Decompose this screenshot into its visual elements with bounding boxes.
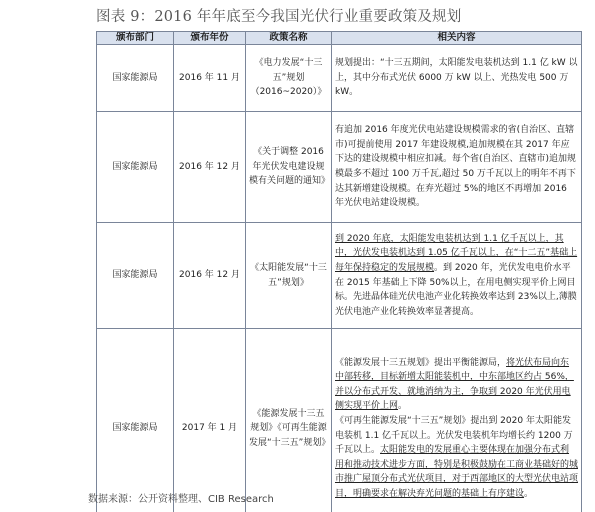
- cell-policy-name: 《太阳能发展“十三五”规划》: [246, 223, 332, 329]
- cell-content: [332, 329, 582, 512]
- content-segment: 有追加 2016 年度光伏电站建设规模需求的省(自治区、直辖市)可提前使用 2017 年建设规模,追加规模在其 2017 年应下达的建设规模中相应扣减。每个省(自治区、直辖市)追加规模最多不超过 100 万千瓦,超过 50 万千瓦以上的明年不再下达其新增建设规模。在弃光超过 5%的地区不再增加 2016 年光伏电站建设规模。: [335, 125, 577, 209]
- cell-dept: 国家能源局: [97, 45, 174, 112]
- header-date: 颁布年份: [174, 32, 246, 45]
- cell-date: 2017 年 1 月: [174, 329, 246, 512]
- table-header-row: [97, 32, 582, 45]
- content-segment: 《可再生能源发展“十三五”规划》提出到 2020 年太阳能发电装机 1.1 亿千瓦以上。光伏发电装机年均增长约 1200 万千瓦以上。: [335, 415, 573, 456]
- cell-policy-name: 《关于调整 2016 年光伏发电建设规模有关问题的通知》: [246, 112, 332, 223]
- content-segment: 《能源发展十三五规划》提出平衡能源局，: [335, 357, 507, 368]
- content-segment-underlined: 将光伏布局向东中部转移，目标新增太阳能装机中，中东部地区约占 56%，并以分布式开发、就地消纳为主，争取到 2020 年光伏用电侧实现平价上网: [335, 357, 574, 412]
- source-note: 数据来源：公开资料整理、CIB Research: [88, 494, 274, 505]
- cell-date: 2016 年 11 月: [174, 45, 246, 112]
- cell-content: [332, 223, 582, 329]
- table-row: [97, 45, 582, 112]
- policy-table: [96, 31, 582, 512]
- header-dept: 颁布部门: [97, 32, 174, 45]
- table-row: [97, 223, 582, 329]
- cell-date: 2016 年 12 月: [174, 112, 246, 223]
- figure-title: 图表 9：2016 年年底至今我国光伏行业重要政策及规划: [96, 9, 462, 25]
- table-row: [97, 112, 582, 223]
- cell-dept: 国家能源局: [97, 223, 174, 329]
- content-segment: 。到 2020 年，光伏发电电价水平在 2015 年基础上下降 50%以上，在用电侧实现平价上网目标。先进晶体硅光伏电池产业化转换效率达到 23%以上,薄膜光伏电池产业化转换效率显著提高。: [335, 262, 577, 317]
- header-policy-name: 政策名称: [246, 32, 332, 45]
- table-row: [97, 329, 582, 512]
- content-segment: 。: [398, 401, 408, 412]
- content-segment-underlined: 太阳能发电的发展重心主要体现在加强分布式利用和推动技术进步方面，特别是积极鼓励在工商业基础好的城市推广屋顶分布式光伏项目，对于西部地区的大型光伏电站项目，明确要求在解决弃光问题的基础上有序建设: [335, 445, 579, 499]
- cell-dept: 国家能源局: [97, 329, 174, 512]
- cell-dept: 国家能源局: [97, 112, 174, 223]
- cell-policy-name: 《能源发展十三五规划》《可再生能源发展“十三五”规划》: [246, 329, 332, 512]
- cell-policy-name: 《电力发展“十三五”规划（2016~2020）》: [246, 45, 332, 112]
- header-content: 相关内容: [332, 32, 582, 45]
- content-segment: 规划提出：“十三五期间，太阳能发电装机达到 1.1 亿 kW 以上，其中分布式光伏 6000 万 kW 以上、光热发电 500 万 kW。: [335, 58, 578, 98]
- cell-content: [332, 112, 582, 223]
- content-segment: 。: [524, 488, 534, 499]
- cell-content: [332, 45, 582, 112]
- cell-date: 2016 年 12 月: [174, 223, 246, 329]
- content-segment-underlined: 到 2020 年底，太阳能发电装机达到 1.1 亿千瓦以上，其中，光伏发电装机达到 1.05 亿千瓦以上，在“十二五”基础上每年保持稳定的发展规模: [335, 233, 578, 273]
